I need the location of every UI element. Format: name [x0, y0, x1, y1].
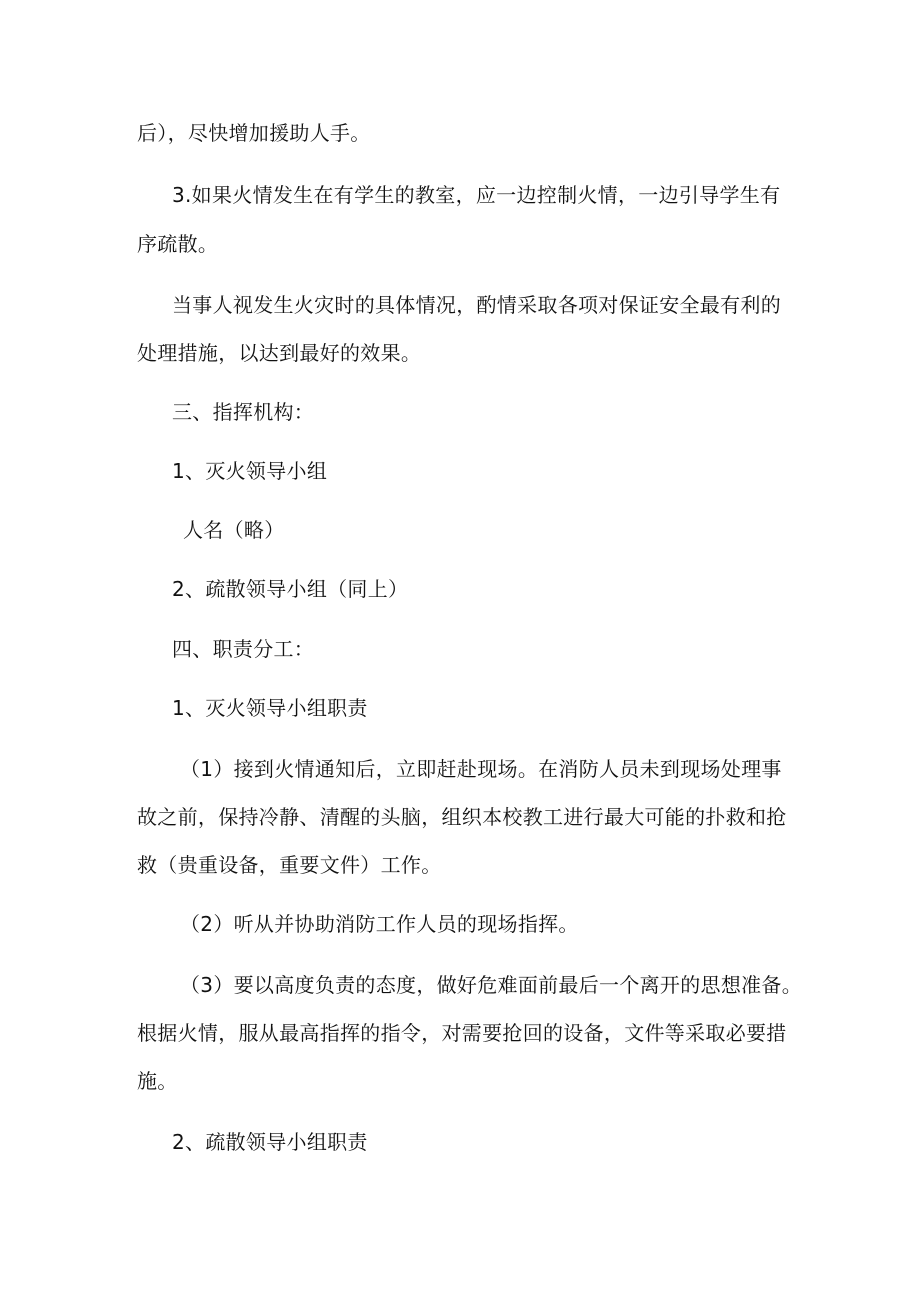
- subheading-1-fire-team: 1、灭火领导小组: [172, 459, 328, 483]
- section-heading-3: 三、指挥机构：: [172, 400, 315, 424]
- text-line-5: 处理措施，以达到最好的效果。: [137, 341, 422, 365]
- text-line-names: 人名（略）: [183, 518, 285, 542]
- text-line-4: 当事人视发生火灾时的具体情况，酌情采取各项对保证安全最有利的: [172, 293, 781, 317]
- text-line-2: 3.如果火情发生在有学生的教室，应一边控制火情，一边引导学生有: [172, 183, 781, 207]
- text-line-duty-3b: 根据火情，服从最高指挥的指令，对需要抢回的设备，文件等采取必要措: [137, 1021, 787, 1045]
- text-line-duty-2: （2）听从并协助消防工作人员的现场指挥。: [180, 912, 579, 936]
- text-line-duty-1c: 救（贵重设备，重要文件）工作。: [137, 853, 442, 877]
- text-line-1: 后），尽快增加援助人手。: [137, 121, 371, 145]
- section-heading-4: 四、职责分工：: [172, 637, 315, 661]
- text-line-3: 序疏散。: [137, 232, 219, 256]
- text-line-duty-3c: 施。: [137, 1069, 178, 1093]
- subheading-2-evacuation-team: 2、疏散领导小组（同上）: [172, 577, 409, 601]
- subheading-2-evacuation-team-duties: 2、疏散领导小组职责: [172, 1130, 368, 1154]
- subheading-1-fire-team-duties: 1、灭火领导小组职责: [172, 696, 368, 720]
- text-line-duty-3a: （3）要以高度负责的态度，做好危难面前最后一个离开的思想准备。: [180, 973, 803, 997]
- text-line-duty-1b: 故之前，保持冷静、清醒的头脑，组织本校教工进行最大可能的扑救和抢: [137, 805, 787, 829]
- text-line-duty-1a: （1）接到火情通知后，立即赶赴现场。在消防人员未到现场处理事: [180, 757, 782, 781]
